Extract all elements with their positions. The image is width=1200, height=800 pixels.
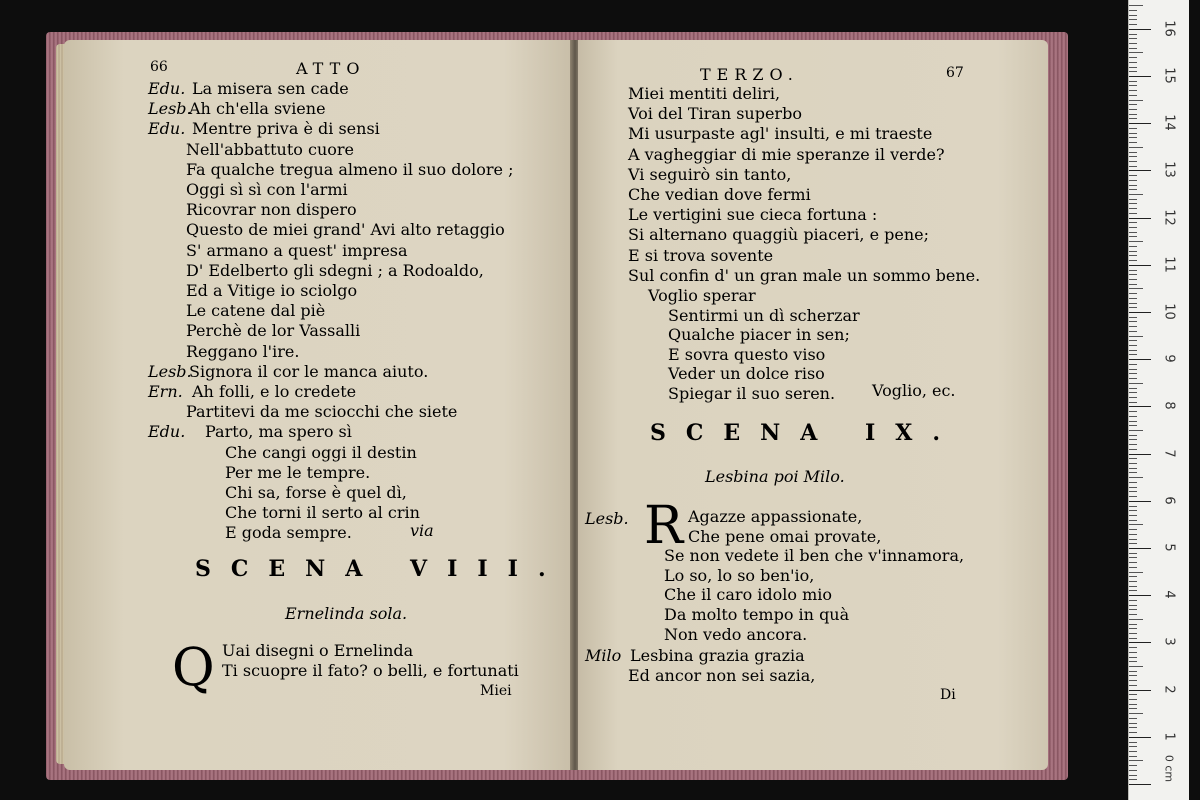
ruler-number: 16: [1161, 20, 1177, 37]
verse-line: Non vedo ancora.: [664, 624, 808, 644]
measuring-ruler: [1128, 0, 1189, 800]
speaker-label: Lesb.: [148, 99, 192, 119]
ruler-tick: [1129, 213, 1137, 214]
verse-line: S' armano a quest' impresa: [186, 240, 408, 260]
verse-line: Questo de miei grand' Avi alto retaggio: [186, 220, 505, 240]
ruler-tick: [1129, 690, 1151, 691]
ruler-tick: [1129, 114, 1137, 115]
ruler-tick: [1129, 449, 1137, 450]
ruler-tick: [1129, 638, 1137, 639]
verse-line: D' Edelberto gli sdegni ; a Rodoaldo,: [186, 260, 484, 280]
ruler-tick: [1129, 524, 1143, 525]
ruler-tick: [1129, 123, 1151, 124]
ruler-tick: [1129, 727, 1137, 728]
ruler-tick: [1129, 128, 1137, 129]
ruler-tick: [1129, 161, 1137, 162]
ruler-tick: [1129, 619, 1143, 620]
ruler-number: 3: [1161, 637, 1177, 647]
ruler-tick: [1129, 642, 1151, 643]
ruler-tick: [1129, 312, 1151, 313]
ruler-tick: [1129, 175, 1137, 176]
verse-line: Che il caro idolo mio: [664, 585, 833, 605]
ruler-tick: [1129, 388, 1137, 389]
ruler-tick: [1129, 199, 1137, 200]
left-running-head: ATTO: [296, 59, 366, 78]
ruler-tick: [1129, 482, 1137, 483]
ruler-number: 13: [1161, 161, 1177, 179]
ruler-tick: [1129, 383, 1143, 384]
ruler-tick: [1129, 775, 1137, 776]
ruler-tick: [1129, 38, 1137, 39]
ruler-tick: [1129, 421, 1137, 422]
ruler-tick: [1129, 133, 1137, 134]
ruler-tick: [1129, 227, 1137, 228]
ruler-tick: [1129, 600, 1137, 601]
aria-line: E sovra questo viso: [668, 344, 826, 364]
verse-line: Fa qualche tregua almeno il suo dolore ;: [186, 159, 514, 179]
verse-line: Lo so, lo so ben'io,: [664, 565, 815, 585]
verse-line: Oggi sì sì con l'armi: [186, 180, 348, 199]
left-page-number: 66: [150, 59, 168, 75]
speaker-label: Edu.: [148, 119, 186, 139]
ruler-tick: [1129, 241, 1143, 242]
ruler-tick: [1129, 685, 1137, 686]
ruler-tick: [1129, 147, 1143, 148]
verse-line: Ah ch'ella sviene: [189, 99, 326, 119]
verse-line: Se non vedete il ben che v'innamora,: [664, 546, 965, 566]
ruler-tick: [1129, 770, 1137, 771]
ruler-tick: [1129, 29, 1151, 30]
ruler-tick: [1129, 340, 1137, 341]
ruler-tick: [1129, 90, 1137, 91]
ruler-tick: [1129, 751, 1137, 752]
ruler-number: 14: [1161, 114, 1177, 131]
ruler-tick: [1129, 104, 1137, 105]
ruler-tick: [1129, 539, 1137, 540]
ruler-tick: [1129, 548, 1151, 549]
ruler-tick: [1129, 581, 1137, 582]
ruler-tick: [1129, 331, 1137, 332]
ruler-tick: [1129, 288, 1143, 289]
ruler-tick: [1129, 222, 1137, 223]
ruler-tick: [1129, 765, 1137, 766]
ruler-tick: [1129, 359, 1151, 360]
verse-line: E goda sempre.: [225, 523, 352, 543]
ruler-tick: [1129, 704, 1137, 705]
aria-line: Spiegar il suo seren.: [668, 383, 836, 403]
ruler-tick: [1129, 392, 1137, 393]
ruler-tick: [1129, 605, 1137, 606]
ruler-tick: [1129, 435, 1137, 436]
ruler-tick: [1129, 34, 1137, 35]
ruler-tick: [1129, 284, 1137, 285]
ruler-tick: [1129, 633, 1137, 634]
verse-line: Signora il cor le manca aiuto.: [189, 361, 429, 381]
ruler-tick: [1129, 699, 1137, 700]
ruler-tick: [1129, 595, 1151, 596]
ruler-tick: [1129, 694, 1137, 695]
ruler-tick: [1129, 345, 1137, 346]
ruler-tick: [1129, 586, 1137, 587]
scene-viii-line-1: Uai disegni o Ernelinda: [222, 641, 414, 660]
ruler-number: 4: [1161, 590, 1177, 599]
exit-direction: via: [410, 521, 434, 540]
scene-heading-viii: SCENA VIII.: [195, 556, 566, 582]
aria-line: Qualche piacer in sen;: [668, 325, 850, 344]
ruler-tick: [1129, 15, 1137, 16]
drop-cap-r: R: [644, 496, 684, 556]
ruler-tick: [1129, 274, 1137, 275]
ruler-tick: [1129, 590, 1137, 591]
ruler-tick: [1129, 444, 1137, 445]
verse-line: Che cangi oggi il destin: [225, 442, 417, 462]
ruler-tick: [1129, 260, 1137, 261]
aria-line: Veder un dolce riso: [668, 364, 825, 383]
aria-da-capo: Voglio, ec.: [872, 381, 956, 400]
verse-line: Reggano l'ire.: [186, 341, 300, 361]
ruler-tick: [1129, 425, 1137, 426]
ruler-tick: [1129, 142, 1137, 143]
scene-characters-ix: Lesbina poi Milo.: [705, 467, 845, 486]
ruler-number: 8: [1161, 401, 1177, 411]
ruler-tick: [1129, 708, 1137, 709]
ruler-tick: [1129, 185, 1137, 186]
aria-line: Voglio sperar: [648, 286, 756, 305]
ruler-tick: [1129, 152, 1137, 153]
ruler-tick: [1129, 567, 1137, 568]
ruler-number: 9: [1161, 354, 1177, 363]
ruler-tick: [1129, 350, 1137, 351]
ruler-tick: [1129, 624, 1137, 625]
ruler-tick: [1129, 779, 1137, 780]
ruler-tick: [1129, 713, 1143, 714]
verse-line: Mentre priva è di sensi: [192, 119, 380, 139]
left-catchword: Miei: [480, 683, 512, 699]
verse-line: Miei mentiti deliri,: [628, 84, 781, 103]
ruler-tick: [1129, 553, 1137, 554]
verse-line: Agazze appassionate,: [688, 507, 863, 526]
right-page-number: 67: [946, 65, 964, 81]
verse-line: Partitevi da me sciocchi che siete: [186, 402, 458, 422]
ruler-tick: [1129, 416, 1137, 417]
ruler-tick: [1129, 270, 1137, 271]
verse-line: La misera sen cade: [192, 79, 349, 98]
ruler-tick: [1129, 71, 1137, 72]
ruler-tick: [1129, 189, 1137, 190]
ruler-number: 5: [1161, 543, 1177, 552]
ruler-tick: [1129, 137, 1137, 138]
ruler-tick: [1129, 723, 1137, 724]
ruler-tick: [1129, 326, 1137, 327]
aria-line: Sentirmi un dì scherzar: [668, 305, 860, 325]
ruler-number: 7: [1161, 448, 1177, 458]
ruler-tick: [1129, 718, 1137, 719]
ruler-tick: [1129, 491, 1137, 492]
ruler-tick: [1129, 109, 1137, 110]
ruler-tick: [1129, 303, 1137, 304]
ruler-tick: [1129, 397, 1137, 398]
verse-line: Per me le tempre.: [225, 462, 371, 482]
ruler-tick: [1129, 232, 1137, 233]
verse-line: Si alternano quaggiù piaceri, e pene;: [628, 225, 930, 245]
verse-line: Parto, ma spero sì: [205, 422, 352, 442]
right-running-head: TERZO.: [700, 65, 799, 84]
speaker-milo: Milo: [585, 646, 622, 665]
ruler-tick: [1129, 321, 1137, 322]
ruler-tick: [1129, 472, 1137, 473]
ruler-tick: [1129, 354, 1137, 355]
ruler-tick: [1129, 180, 1137, 181]
ruler-tick: [1129, 369, 1137, 370]
ruler-tick: [1129, 680, 1137, 681]
ruler-tick: [1129, 95, 1137, 96]
ruler-tick: [1129, 57, 1137, 58]
verse-line: Che pene omai provate,: [688, 526, 882, 546]
ruler-tick: [1129, 529, 1137, 530]
verse-line: Che torni il serto al crin: [225, 503, 420, 523]
verse-line: Sul confin d' un gran male un sommo bene.: [628, 265, 981, 285]
ruler-tick: [1129, 534, 1137, 535]
ruler-tick: [1129, 406, 1151, 407]
ruler-tick: [1129, 501, 1151, 502]
ruler-tick: [1129, 411, 1137, 412]
ruler-tick: [1129, 557, 1137, 558]
verse-line: Ah folli, e lo credete: [192, 382, 357, 401]
ruler-tick: [1129, 48, 1137, 49]
ruler-zero-label: 0 cm: [1162, 754, 1176, 783]
verse-line: Ricovrar non dispero: [186, 200, 357, 220]
verse-line: Da molto tempo in quà: [664, 605, 850, 624]
ruler-tick: [1129, 609, 1137, 610]
verse-line: Che vedian dove fermi: [628, 185, 811, 204]
ruler-tick: [1129, 279, 1137, 280]
ruler-number: 15: [1161, 67, 1177, 84]
ruler-tick: [1129, 657, 1137, 658]
ruler-tick: [1129, 19, 1137, 20]
speaker-label: Lesb.: [148, 361, 192, 381]
ruler-tick: [1129, 454, 1151, 455]
ruler-tick: [1129, 675, 1137, 676]
ruler-tick: [1129, 100, 1143, 101]
ruler-tick: [1129, 737, 1151, 738]
ruler-tick: [1129, 760, 1143, 761]
ruler-tick: [1129, 496, 1137, 497]
speaker-lesb: Lesb.: [585, 509, 629, 528]
ruler-tick: [1129, 647, 1137, 648]
ruler-tick: [1129, 562, 1137, 563]
verse-line: Nell'abbattuto cuore: [186, 139, 354, 159]
ruler-tick: [1129, 118, 1137, 119]
verse-line: Voi del Tiran superbo: [628, 104, 802, 124]
ruler-tick: [1129, 477, 1143, 478]
ruler-tick: [1129, 784, 1151, 785]
ruler-number: 2: [1161, 684, 1177, 694]
ruler-tick: [1129, 307, 1137, 308]
ruler-tick: [1129, 468, 1137, 469]
ruler-tick: [1129, 742, 1137, 743]
ruler-tick: [1129, 43, 1137, 44]
scene-characters-viii: Ernelinda sola.: [285, 604, 408, 623]
ruler-tick: [1129, 628, 1137, 629]
ruler-tick: [1129, 373, 1137, 374]
verse-line: Perchè de lor Vassalli: [186, 321, 361, 341]
ruler-tick: [1129, 265, 1151, 266]
ruler-tick: [1129, 76, 1151, 77]
scene-heading-ix: SCENA IX.: [650, 420, 961, 446]
ruler-tick: [1129, 236, 1137, 237]
ruler-tick: [1129, 378, 1137, 379]
ruler-tick: [1129, 430, 1143, 431]
speaker-label: Edu.: [148, 422, 186, 442]
speaker-label: Ern.: [148, 382, 183, 401]
ruler-tick: [1129, 746, 1137, 747]
ruler-tick: [1129, 671, 1137, 672]
ruler-tick: [1129, 439, 1137, 440]
verse-line: Vi seguirò sin tanto,: [628, 164, 792, 184]
ruler-tick: [1129, 515, 1137, 516]
milo-line-1: Lesbina grazia grazia: [630, 646, 805, 665]
scene-viii-line-2: Ti scuopre il fato? o belli, e fortunati: [222, 661, 519, 680]
ruler-tick: [1129, 10, 1137, 11]
ruler-tick: [1129, 652, 1137, 653]
ruler-tick: [1129, 52, 1143, 53]
drop-cap-q: Q: [172, 638, 215, 698]
speaker-label: Edu.: [148, 79, 186, 98]
ruler-tick: [1129, 85, 1137, 86]
ruler-tick: [1129, 510, 1137, 511]
ruler-tick: [1129, 67, 1137, 68]
ruler-tick: [1129, 62, 1137, 63]
ruler-tick: [1129, 255, 1137, 256]
verse-line: Le catene dal piè: [186, 301, 326, 321]
verse-line: E si trova sovente: [628, 245, 774, 265]
ruler-tick: [1129, 170, 1151, 171]
ruler-tick: [1129, 732, 1137, 733]
ruler-tick: [1129, 666, 1143, 667]
ruler-tick: [1129, 251, 1137, 252]
ruler-tick: [1129, 317, 1137, 318]
ruler-tick: [1129, 218, 1151, 219]
ruler-tick: [1129, 203, 1137, 204]
ruler-tick: [1129, 487, 1137, 488]
ruler-number: 10: [1161, 303, 1177, 320]
verse-line: Ed a Vitige io sciolgo: [186, 281, 358, 300]
verse-line: Mi usurpaste agl' insulti, e mi traeste: [628, 124, 933, 144]
ruler-tick: [1129, 24, 1137, 25]
ruler-number: 6: [1161, 496, 1177, 505]
ruler-number: 1: [1161, 732, 1177, 741]
ruler-tick: [1129, 364, 1137, 365]
ruler-tick: [1129, 463, 1137, 464]
ruler-tick: [1129, 336, 1143, 337]
verse-line: Le vertigini sue cieca fortuna :: [628, 205, 878, 225]
ruler-tick: [1129, 543, 1137, 544]
ruler-tick: [1129, 756, 1137, 757]
ruler-tick: [1129, 520, 1137, 521]
ruler-tick: [1129, 293, 1137, 294]
ruler-tick: [1129, 506, 1137, 507]
ruler-tick: [1129, 208, 1137, 209]
ruler-tick: [1129, 5, 1143, 6]
ruler-tick: [1129, 576, 1137, 577]
right-catchword: Di: [940, 687, 956, 703]
milo-line-2: Ed ancor non sei sazia,: [628, 666, 816, 685]
ruler-tick: [1129, 194, 1143, 195]
verse-line: Chi sa, forse è quel dì,: [225, 483, 407, 502]
ruler-tick: [1129, 458, 1137, 459]
verse-line: A vagheggiar di mie speranze il verde?: [628, 144, 945, 164]
ruler-tick: [1129, 614, 1137, 615]
ruler-number: 12: [1161, 208, 1177, 226]
ruler-tick: [1129, 402, 1137, 403]
ruler-tick: [1129, 156, 1137, 157]
ruler-tick: [1129, 81, 1137, 82]
ruler-number: 11: [1161, 256, 1177, 273]
ruler-tick: [1129, 572, 1143, 573]
ruler-tick: [1129, 166, 1137, 167]
ruler-tick: [1129, 246, 1137, 247]
ruler-tick: [1129, 298, 1137, 299]
ruler-tick: [1129, 661, 1137, 662]
